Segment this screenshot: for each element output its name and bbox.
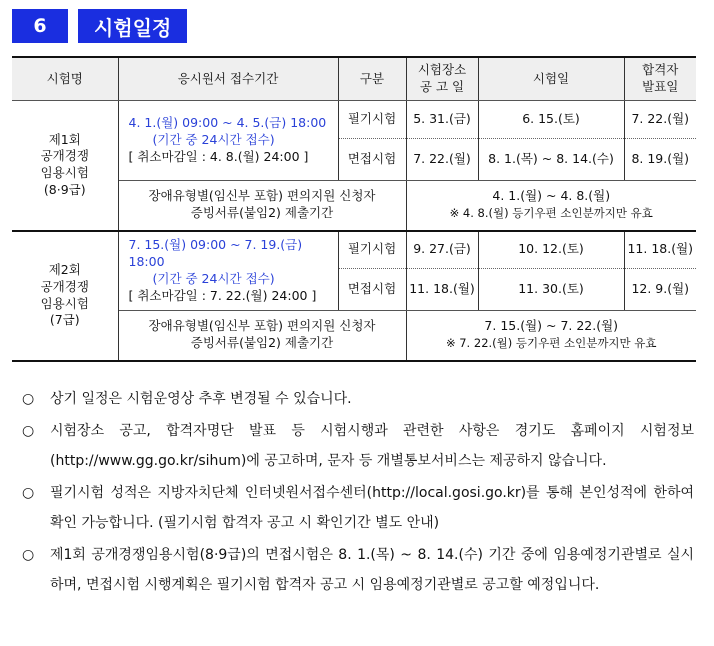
notes-list (22, 384, 694, 602)
header-venue-line2: 공 고 일 (419, 79, 465, 94)
exam1-name-line4: (8·9급) (43, 182, 86, 198)
exam1-interview-result: 8. 19.(월) (624, 139, 696, 181)
exam1-interview-date: 8. 1.(목) ~ 8. 14.(수) (478, 139, 624, 181)
exam2-disability-note: ※ 7. 22.(월) 등기우편 소인분까지만 유효 (445, 336, 657, 351)
exam2-name-line4: (7급) (49, 312, 80, 328)
exam2-disability-line2: 증빙서류(붙임2) 제출기간 (190, 335, 334, 351)
exam2-name-line3: 임용시험 (40, 295, 89, 311)
table-row (12, 231, 696, 269)
exam2-written-result: 11. 18.(월) (624, 231, 696, 269)
exam1-name (12, 101, 118, 231)
list-item (22, 478, 694, 538)
exam2-written-venue: 9. 27.(금) (406, 231, 478, 269)
exam2-interview-result: 12. 9.(월) (624, 269, 696, 311)
header-venue-notice (406, 57, 478, 101)
exam1-disability-period: 4. 1.(월) ~ 4. 8.(월) (492, 188, 611, 204)
note-text-2: 시험장소 공고, 합격자명단 발표 등 시험시행과 관련한 사항은 경기도 홈페이지 시험정보 (http://www.gg.go.kr/sihum)에 공고하며, 문자 등 개별통보서비스는 제공하지 않습니다. (50, 423, 694, 469)
header-exam-date: 시험일 (478, 57, 624, 101)
exam1-name-line1: 제1회 (48, 131, 81, 147)
exam2-disability-period-cell (406, 311, 696, 361)
table-row (12, 101, 696, 139)
list-item (22, 540, 694, 600)
section-number: 6 (12, 9, 68, 43)
exam1-interview-type: 면접시험 (338, 139, 406, 181)
header-exam-name: 시험명 (12, 57, 118, 101)
note-text-4: 제1회 공개경쟁임용시험(8·9급)의 면접시험은 8. 1.(목) ~ 8. 14.(수) 기간 중에 임용예정기관별로 실시하며, 면접시험 시행계획은 필기시험 합격자 공고 시 임용예정기관별로 공고할 예정입니다. (50, 547, 694, 593)
section-header (12, 9, 187, 43)
exam1-disability-note: ※ 4. 8.(월) 등기우편 소인분까지만 유효 (449, 206, 653, 221)
note-bullet: ○ (22, 391, 35, 407)
exam-schedule-table (12, 56, 696, 362)
exam1-period-line2: (기간 중 24시간 접수) (152, 132, 275, 148)
exam2-interview-venue: 11. 18.(월) (406, 269, 478, 311)
exam2-interview-type: 면접시험 (338, 269, 406, 311)
exam2-written-type: 필기시험 (338, 231, 406, 269)
exam2-disability-label (118, 311, 406, 361)
section-title: 시험일정 (78, 9, 187, 43)
exam1-written-venue: 5. 31.(금) (406, 101, 478, 139)
exam1-interview-venue: 7. 22.(월) (406, 139, 478, 181)
exam2-cancel-deadline: [ 취소마감일 : 7. 22.(월) 24:00 ] (128, 287, 317, 303)
exam2-written-date: 10. 12.(토) (478, 231, 624, 269)
list-item (22, 416, 694, 476)
header-result-date (624, 57, 696, 101)
exam1-written-type: 필기시험 (338, 101, 406, 139)
note-bullet: ○ (22, 423, 35, 439)
exam1-disability-period-cell (406, 181, 696, 231)
exam1-disability-label (118, 181, 406, 231)
exam1-cancel-deadline: [ 취소마감일 : 4. 8.(월) 24:00 ] (128, 148, 309, 164)
exam1-name-line3: 임용시험 (40, 165, 89, 181)
exam2-period-line1: 7. 15.(월) 09:00 ~ 7. 19.(금) 18:00 (128, 237, 303, 269)
exam2-disability-line1: 장애유형별(임신부 포함) 편의지원 신청자 (148, 318, 376, 334)
exam2-interview-date: 11. 30.(토) (478, 269, 624, 311)
exam1-written-date: 6. 15.(토) (478, 101, 624, 139)
exam1-disability-line1: 장애유형별(임신부 포함) 편의지원 신청자 (148, 188, 376, 204)
note-bullet: ○ (22, 485, 35, 501)
exam1-period-line1: 4. 1.(월) 09:00 ~ 4. 5.(금) 18:00 (128, 115, 327, 131)
exam1-disability-line2: 증빙서류(붙임2) 제출기간 (190, 205, 334, 221)
exam2-name-line1: 제2회 (48, 261, 81, 277)
header-venue-line1: 시험장소 (417, 62, 467, 78)
header-application-period: 응시원서 접수기간 (118, 57, 338, 101)
exam1-written-result: 7. 22.(월) (624, 101, 696, 139)
exam2-disability-period: 7. 15.(월) ~ 7. 22.(월) (484, 318, 619, 334)
note-text-3: 필기시험 성적은 지방자치단체 인터넷원서접수센터(http://local.gosi.go.kr)를 통해 본인성적에 한하여 확인 가능합니다. (필기시험 합격자 공고 시 확인기간 별도 안내) (50, 485, 694, 531)
exam1-name-line2: 공개경쟁 (40, 148, 89, 164)
exam2-name-line2: 공개경쟁 (40, 278, 89, 294)
exam1-application-period (118, 101, 338, 181)
list-item (22, 384, 694, 414)
header-category: 구분 (338, 57, 406, 101)
exam2-application-period (118, 231, 338, 311)
header-result-line2: 발표일 (642, 79, 679, 94)
table-header-row (12, 57, 696, 101)
exam2-name (12, 231, 118, 361)
header-result-line1: 합격자 (642, 62, 679, 78)
exam2-period-line2: (기간 중 24시간 접수) (152, 270, 275, 286)
note-bullet: ○ (22, 547, 35, 563)
note-text-1: 상기 일정은 시험운영상 추후 변경될 수 있습니다. (50, 391, 352, 407)
